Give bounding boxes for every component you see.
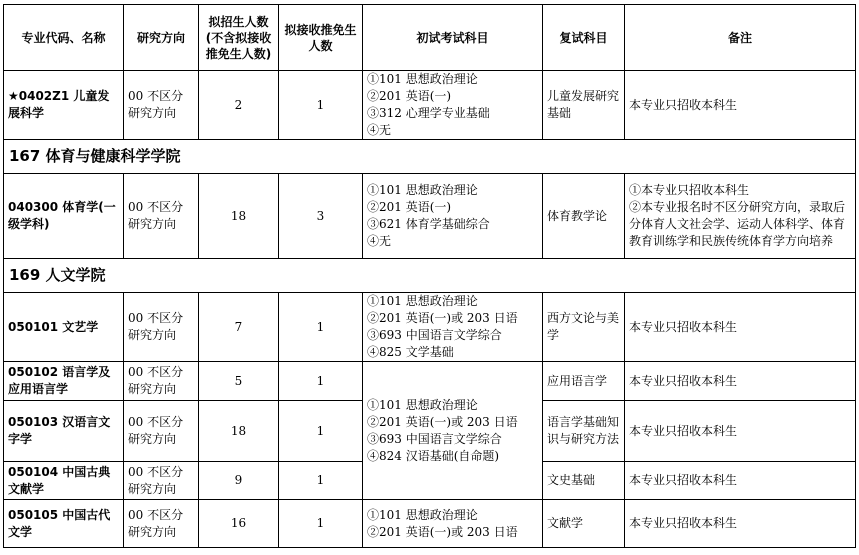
exam-item: ④无 bbox=[367, 234, 392, 248]
exam-item: ①101 思想政治理论 bbox=[367, 397, 478, 412]
exam-item: ②201 英语(一)或 203 日语 bbox=[367, 311, 518, 325]
exam-item: ③312 心理学专业基础 bbox=[367, 106, 490, 120]
exam-item: ②201 英语(一)或 203 日语 bbox=[367, 524, 518, 539]
exam-item: ②201 英语(一) bbox=[367, 89, 452, 103]
recommend-count: 1 bbox=[279, 500, 363, 548]
major-code-name: 050102 语言学及应用语言学 bbox=[4, 362, 124, 401]
section-title: 169 人文学院 bbox=[4, 259, 856, 293]
second-exam-subject: 体育教学论 bbox=[543, 174, 625, 259]
second-exam-subject: 语言学基础知识与研究方法 bbox=[543, 401, 625, 462]
plan-count: 18 bbox=[199, 401, 279, 462]
second-exam-subject: 文史基础 bbox=[543, 462, 625, 500]
recommend-count: 1 bbox=[279, 293, 363, 362]
exam-item: ①101 思想政治理论 bbox=[367, 183, 478, 197]
plan-count: 7 bbox=[199, 293, 279, 362]
header-second-exam: 复试科目 bbox=[543, 5, 625, 71]
plan-count: 16 bbox=[199, 500, 279, 548]
second-exam-subject: 文献学 bbox=[543, 500, 625, 548]
recommend-count: 1 bbox=[279, 462, 363, 500]
header-direction: 研究方向 bbox=[124, 5, 199, 71]
header-code-name: 专业代码、名称 bbox=[4, 5, 124, 71]
first-exam-subjects bbox=[363, 174, 543, 259]
major-code-name: 050104 中国古典文献学 bbox=[4, 462, 124, 500]
major-code-name: ★0402Z1 儿童发展科学 bbox=[4, 71, 124, 140]
table-row bbox=[4, 362, 856, 401]
research-direction: 00 不区分研究方向 bbox=[124, 293, 199, 362]
admissions-table bbox=[3, 4, 856, 548]
header-plan: 拟招生人数(不含拟接收推免生人数) bbox=[199, 5, 279, 71]
remark-line: ①本专业只招收本科生 bbox=[629, 183, 750, 197]
major-code-name: 050101 文艺学 bbox=[4, 293, 124, 362]
exam-item: ④825 文学基础 bbox=[367, 345, 454, 359]
remark-line: ②本专业报名时不区分研究方向，录取后分体育人文社会学、运动人体科学、体育教育训练学和民族传统体育学方向培养 bbox=[629, 200, 846, 248]
plan-count: 2 bbox=[199, 71, 279, 140]
research-direction: 00 不区分研究方向 bbox=[124, 71, 199, 140]
first-exam-subjects bbox=[363, 500, 543, 548]
first-exam-subjects bbox=[363, 293, 543, 362]
major-code-name: 050103 汉语言文字学 bbox=[4, 401, 124, 462]
remark: 本专业只招收本科生 bbox=[625, 293, 856, 362]
remark: 本专业只招收本科生 bbox=[625, 362, 856, 401]
research-direction: 00 不区分研究方向 bbox=[124, 401, 199, 462]
recommend-count: 1 bbox=[279, 362, 363, 401]
section-title: 167 体育与健康科学学院 bbox=[4, 140, 856, 174]
major-code-name: 040300 体育学(一级学科) bbox=[4, 174, 124, 259]
research-direction: 00 不区分研究方向 bbox=[124, 462, 199, 500]
header-first-exam: 初试考试科目 bbox=[363, 5, 543, 71]
recommend-count: 1 bbox=[279, 401, 363, 462]
exam-item: ③693 中国语言文学综合 bbox=[367, 328, 502, 342]
remark: 本专业只招收本科生 bbox=[625, 401, 856, 462]
research-direction: 00 不区分研究方向 bbox=[124, 362, 199, 401]
exam-item: ①101 思想政治理论 bbox=[367, 507, 478, 522]
recommend-count: 3 bbox=[279, 174, 363, 259]
table-row bbox=[4, 174, 856, 259]
table-row bbox=[4, 293, 856, 362]
exam-item: ③693 中国语言文学综合 bbox=[367, 431, 502, 446]
section-row bbox=[4, 140, 856, 174]
first-exam-subjects bbox=[363, 71, 543, 140]
second-exam-subject: 应用语言学 bbox=[543, 362, 625, 401]
header-recommend: 拟接收推免生人数 bbox=[279, 5, 363, 71]
exam-item: ②201 英语(一) bbox=[367, 200, 452, 214]
exam-item: ②201 英语(一)或 203 日语 bbox=[367, 414, 518, 429]
remark: 本专业只招收本科生 bbox=[625, 500, 856, 548]
plan-count: 5 bbox=[199, 362, 279, 401]
table-row bbox=[4, 500, 856, 548]
exam-item: ①101 思想政治理论 bbox=[367, 294, 478, 308]
second-exam-subject: 西方文论与美学 bbox=[543, 293, 625, 362]
remark bbox=[625, 174, 856, 259]
plan-count: 9 bbox=[199, 462, 279, 500]
exam-item: ①101 思想政治理论 bbox=[367, 72, 478, 86]
table-header-row bbox=[4, 5, 856, 71]
header-remarks: 备注 bbox=[625, 5, 856, 71]
exam-item: ④824 汉语基础(自命题) bbox=[367, 448, 500, 463]
admissions-table-sheet bbox=[3, 4, 855, 548]
research-direction: 00 不区分研究方向 bbox=[124, 174, 199, 259]
second-exam-subject: 儿童发展研究基础 bbox=[543, 71, 625, 140]
major-code-name: 050105 中国古代文学 bbox=[4, 500, 124, 548]
remark: 本专业只招收本科生 bbox=[625, 71, 856, 140]
plan-count: 18 bbox=[199, 174, 279, 259]
remark: 本专业只招收本科生 bbox=[625, 462, 856, 500]
recommend-count: 1 bbox=[279, 71, 363, 140]
exam-item: ③621 体育学基础综合 bbox=[367, 217, 490, 231]
first-exam-subjects-shared bbox=[363, 362, 543, 500]
table-row bbox=[4, 71, 856, 140]
section-row bbox=[4, 259, 856, 293]
research-direction: 00 不区分研究方向 bbox=[124, 500, 199, 548]
exam-item: ④无 bbox=[367, 123, 392, 137]
